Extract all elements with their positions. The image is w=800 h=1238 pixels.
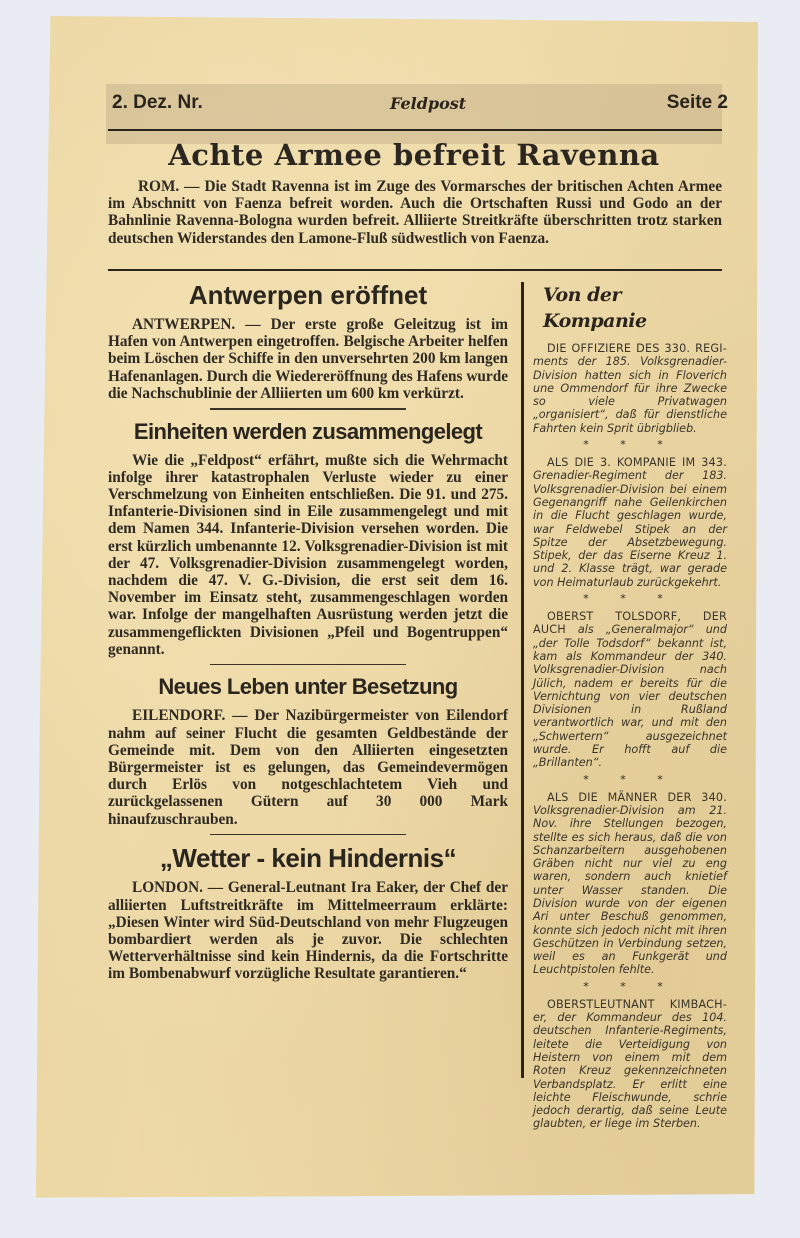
separator-stars: * * * xyxy=(583,592,677,606)
item-lead: DIE OFFIZIERE DES 330. REGI- xyxy=(547,342,727,355)
dateline: LONDON. — xyxy=(132,879,224,897)
lead-headline: Achte Armee befreit Ravenna xyxy=(168,138,660,172)
separator-stars: * * * xyxy=(583,979,677,993)
item-text: ments der 185. Volksgrenadier-Division hatten sich in Floverich une Ommendorf für ihre Zwecke so viele Privatwagen „organisiert“, daß für dienstliche Fahrten kein Sprit übrigblieb. xyxy=(533,355,727,435)
kompanie-item xyxy=(533,456,727,589)
masthead-title: Feldpost xyxy=(390,94,467,113)
article-text: General-Leutnant Ira Eaker, der Chef der alliierten Luftstreitkräfte im Mittelmeerraum erklärte: „Diesen Winter wird Süd-Deutschland von mehr Flugzeugen bombardiert werden als je zuvor. Die schlechten Wetterverhältnisse sind kein Hindernis, da die Fortschritte im Bombenabwurf vorzügliche Resultate garantieren.“ xyxy=(108,879,509,983)
item-lead: OBERST TOLSDORF, DER AUCH xyxy=(533,610,727,637)
article-text: Wie die „Feldpost“ erfährt, mußte sich die Wehrmacht infolge ihrer katastrophalen Verluste wieder zu einer Verschmelzung von Einheiten entschließen. Die 91. und 275. Infanterie-Divisionen sind in Eile zusammengelegt und mit dem Namen 344. Infanterie-Division versehen worden. Die erst kürzlich umbenannte 12. Volksgrenadier-Division ist mit der 47. Volksgrenadier-Division zusammengelegt worden, nachdem die 47. V. G.-Division, die erst seit dem 16. November im Einsatz steht, zusammengeschlagen worden war. Infolge der mangelhaften Ausrüstung werden jetzt die zusammengeflickten Divisionen „Pfeil und Bogentruppen“ genannt. xyxy=(108,451,508,658)
page-header xyxy=(112,92,728,118)
section-rule xyxy=(108,269,722,271)
kompanie-item xyxy=(533,342,727,435)
separator-stars: * * * xyxy=(583,772,677,786)
lead-article-body xyxy=(108,178,722,247)
article-wetter xyxy=(108,841,508,982)
dateline: ROM. — xyxy=(138,178,200,195)
article-einheiten xyxy=(108,416,508,658)
header-rule xyxy=(108,129,722,131)
divider xyxy=(210,834,406,836)
separator-stars: * * * xyxy=(583,438,677,452)
issue-date: 2. Dez. Nr. xyxy=(112,92,203,113)
divider xyxy=(210,664,406,666)
column-rule xyxy=(521,282,524,1078)
kompanie-item xyxy=(533,791,727,977)
dateline: EILENDORF. — xyxy=(132,707,248,725)
article-antwerpen xyxy=(108,278,508,402)
item-text: er, der Kommandeur des 104. deutschen Infanterie-Regiments, leitete die Verteidigung von Heistern von einem mit dem Roten Kreuz gekennzeichneten Verbandsplatz. Er erlitt eine leichte Fleischwunde, schrie jedoch derartig, daß seine Leute glaubten, er liege im Sterben. xyxy=(533,1011,727,1131)
dateline: ANTWERPEN. — xyxy=(132,316,261,333)
item-lead: OBERSTLEUTNANT KIMBACH- xyxy=(547,997,727,1011)
page-number: Seite 2 xyxy=(666,92,728,113)
headline-wetter: „Wetter - kein Hindernis“ xyxy=(159,843,457,874)
article-body xyxy=(108,452,508,658)
article-body xyxy=(108,879,508,982)
item-text: Volksgrenadier-Division am 21. Nov. ihre Stellungen bezogen, stellte es sich heraus, daß die von Schanzarbeitern ausgehobenen Gräben nicht nur viel zu eng waren, sondern auch knietief unter Wasser standen. Die Division wurde von der eigenen Ari unter Beschuß genommen, konnte sich jedoch nicht mit ihren Geschützen in Verbindung setzen, weil es an Funkgerät und Leuchtpistolen fehlte. xyxy=(533,803,727,977)
item-text: Grenadier-Regiment der 183. Volksgrenadier-Division bei einem Gegenangriff nahe Geilenkirchen in die Flucht geschlagen wurde, war Feldwebel Stipek an der Spitze der Absetzbewegung. Stipek, der das Eiserne Kreuz 1. und 2. Klasse trägt, war gerade von Heimaturlaub zurückgekehrt. xyxy=(533,469,727,589)
article-text: Der Nazibürgermeister von Eilendorf nahm auf seiner Flucht die gesamten Geldbestände der Gemeinde mit. Dem von den Alliierten eingesetzten Bürgermeister ist es gelungen, das Gemeindevermögen durch Erlös von notgeschlachtetem Vieh und zurückgelassenen Gütern auf 30 000 Mark hinaufzuschrauben. xyxy=(108,707,508,828)
left-column xyxy=(108,278,508,983)
article-body xyxy=(108,707,508,827)
kompanie-item xyxy=(533,998,727,1131)
right-column xyxy=(533,282,727,1131)
headline-neues-leben: Neues Leben unter Besetzung xyxy=(158,674,458,700)
article-neues-leben xyxy=(108,671,508,827)
item-lead: ALS DIE 3. KOMPANIE IM 343. xyxy=(547,456,727,470)
article-text: Die Stadt Ravenna ist im Zuge des Vormarsches der britischen Achten Armee im Abschnitt von Faenza befreit worden. Auch die Ortschaften Russi und Godo an der Bahnlinie Ravenna-Bologna wurden befreit. Alliierte Streitkräfte überschritten trotz starken deutschen Widerstandes den Lamone-Fluß südwestlich von Faenza. xyxy=(108,178,722,247)
divider xyxy=(210,408,406,410)
headline-einheiten: Einheiten werden zusammengelegt xyxy=(133,418,483,444)
headline-antwerpen: Antwerpen eröffnet xyxy=(188,280,428,310)
article-body xyxy=(108,316,508,402)
column-title-kompanie: Von der Kompanie xyxy=(543,284,647,332)
article-text: Der erste große Geleitzug ist im Hafen von Antwerpen eingetroffen. Belgische Arbeiter helfen beim Löschen der Schiffe in den unversehrten 200 km langen Hafenanlagen. Durch die Wiedereröffnung des Hafens wurde die Nachschublinie der Alliierten um 600 km verkürzt. xyxy=(108,316,508,402)
item-lead: ALS DIE MÄNNER DER 340. xyxy=(547,790,727,804)
item-text: als „Generalmajor“ und „der Tolle Todsdorf“ bekannt ist, kam als Kommandeur der 340. Volksgrenadier-Division nach Jülich, nadem er bereits für die Vernichtung von vier deutschen Divisionen in Rußland verantwortlich war, und mit den „Schwertern“ ausgezeichnet wurde. Er hofft auf die „Brillanten“. xyxy=(533,623,727,770)
kompanie-item xyxy=(533,610,727,770)
